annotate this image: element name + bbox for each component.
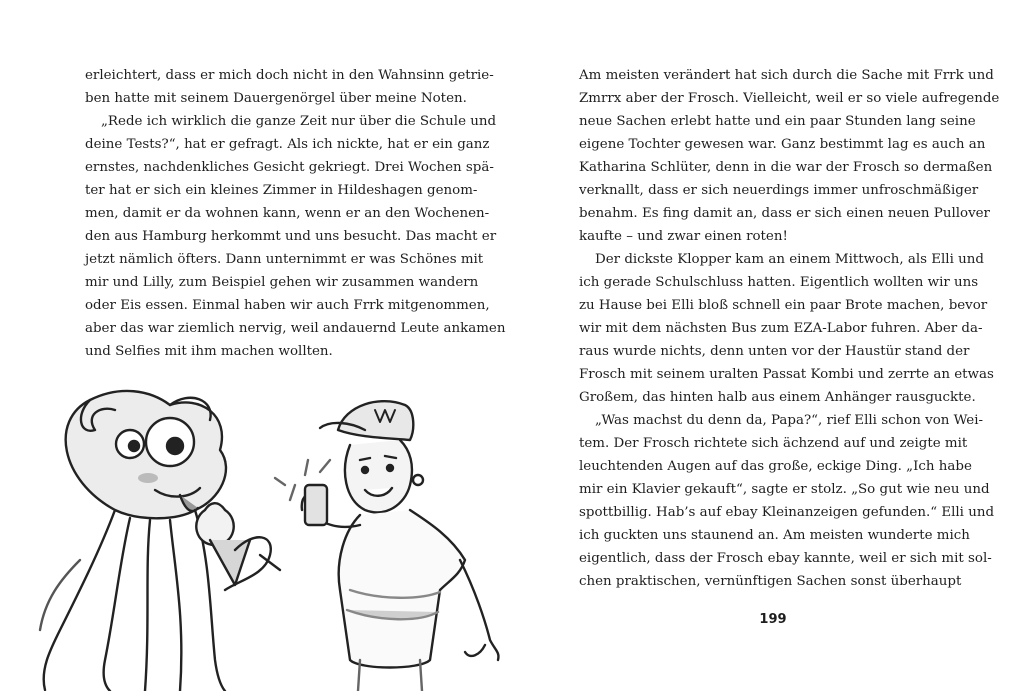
- text-line: raus wurde nichts, denn unten vor der Haustür stand der: [579, 344, 970, 359]
- text-line: leuchtenden Augen auf das große, eckige Ding. „Ich habe: [579, 459, 972, 474]
- text-line: erleichtert, dass er mich doch nicht in den Wahnsinn getrie-: [85, 68, 494, 83]
- text-line: wir mit dem nächsten Bus zum EZA-Labor fuhren. Aber da-: [579, 321, 983, 336]
- text-line: „Rede ich wirklich die ganze Zeit nur über die Schule und: [101, 114, 497, 129]
- text-line: neue Sachen erlebt hatte und ein paar Stunden lang seine: [579, 114, 976, 129]
- text-line: chen praktischen, vernünftigen Sachen sonst überhaupt: [579, 574, 962, 589]
- text-line: verknallt, dass er sich neuerdings immer unfroschmäßiger: [579, 183, 979, 198]
- text-line: Der dickste Klopper kam an einem Mittwoch, als Elli und: [595, 252, 984, 267]
- text-line: kaufte – und zwar einen roten!: [579, 229, 788, 244]
- text-line: aber das war ziemlich nervig, weil andauernd Leute ankamen: [85, 321, 506, 336]
- text-line: zu Hause bei Elli bloß schnell ein paar Brote machen, bevor: [579, 298, 988, 313]
- page-number: 199: [759, 612, 787, 627]
- text-line: Am meisten verändert hat sich durch die Sache mit Frrk und: [579, 68, 994, 83]
- text-line: eigene Tochter gewesen war. Ganz bestimmt lag es auch an: [579, 137, 986, 152]
- text-line: spottbillig. Hab’s auf ebay Kleinanzeigen gefunden.“ Elli und: [579, 505, 995, 520]
- text-line: oder Eis essen. Einmal haben wir auch Frrk mitgenommen,: [85, 298, 490, 313]
- text-line: „Was machst du denn da, Papa?“, rief Elli schon von Wei-: [595, 413, 984, 428]
- text-line: ich guckten uns staunend an. Am meisten wunderte mich: [579, 528, 970, 543]
- text-line: den aus Hamburg herkommt und uns besucht. Das macht er: [85, 229, 497, 244]
- text-line: men, damit er da wohnen kann, wenn er an den Wochenen-: [85, 206, 490, 221]
- text-line: mir und Lilly, zum Beispiel gehen wir zusammen wandern: [85, 275, 479, 290]
- text-line: und Selfies mit ihm machen wollten.: [85, 344, 333, 359]
- text-line: Frosch mit seinem uralten Passat Kombi und zerrte an etwas: [579, 367, 994, 382]
- text-line: ter hat er sich ein kleines Zimmer in Hildeshagen genom-: [85, 183, 478, 198]
- comic-illustration: [20, 360, 510, 691]
- text-line: jetzt nämlich öfters. Dann unternimmt er was Schönes mit: [85, 252, 484, 267]
- text-line: Katharina Schlüter, denn in die war der Frosch so dermaßen: [579, 160, 993, 175]
- text-line: ernstes, nachdenkliches Gesicht gekriegt. Drei Wochen spä-: [85, 160, 494, 175]
- text-line: tem. Der Frosch richtete sich ächzend auf und zeigte mit: [579, 436, 968, 451]
- text-line: Großem, das hinten halb aus einem Anhänger rausguckte.: [579, 390, 976, 405]
- text-line: Zmrrx aber der Frosch. Vielleicht, weil er so viele aufregende: [579, 91, 1000, 106]
- text-line: ich gerade Schulschluss hatten. Eigentlich wollten wir uns: [579, 275, 979, 290]
- text-line: benahm. Es fing damit an, dass er sich einen neuen Pullover: [579, 206, 990, 221]
- text-line: ben hatte mit seinem Dauergenörgel über meine Noten.: [85, 91, 467, 106]
- right-page: [510, 0, 1020, 691]
- text-line: eigentlich, dass der Frosch ebay kannte, weil er sich mit sol-: [579, 551, 992, 566]
- text-line: mir ein Klavier gekauft“, sagte er stolz. „So gut wie neu und: [579, 482, 990, 497]
- text-line: deine Tests?“, hat er gefragt. Als ich nickte, hat er ein ganz: [85, 137, 490, 152]
